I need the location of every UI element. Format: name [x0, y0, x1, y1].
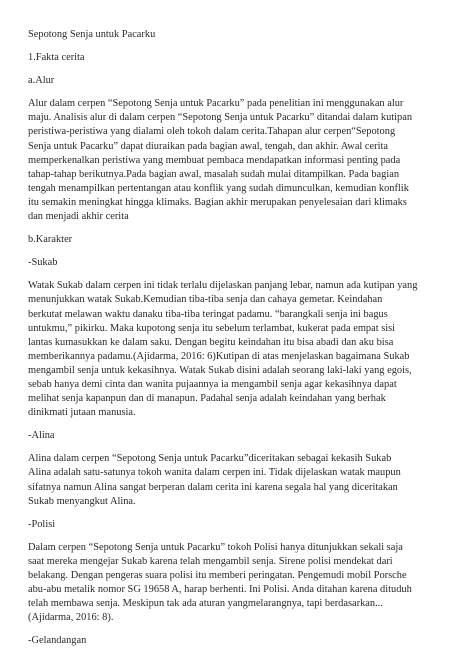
paragraph-polisi: Dalam cerpen “Sepotong Senja untuk Pacarku” tokoh Polisi hanya ditunjukkan sekali saja saat mereka mengejar Sukab karena telah mengambil senja. Sirene polisi mendekat dari belakang. Dengan pengeras suara polisi itu memberi peringatan. Pengemudi mobil Porsche abu-abu metalik nomor SG 19658 A, harap berhenti. Ini Polisi. Anda ditahan karena dituduh telah membawa senja. Meskipun tak ada aturan yangmelarangnya, tapi berdasarkan... (Ajidarma, 2016: 8). — [28, 541, 412, 624]
subheading-karakter: b.Karakter — [28, 234, 73, 246]
character-heading-alina: -Alina — [28, 430, 55, 442]
document-title: Sepotong Senja untuk Pacarku — [28, 29, 156, 40]
character-heading-sukab: -Sukab — [28, 257, 58, 269]
character-heading-polisi: -Polisi — [28, 518, 56, 530]
subheading-alur: a.Alur — [28, 75, 55, 87]
character-heading-gelandangan: -Gelandangan — [28, 635, 87, 647]
section-fakta-cerita: 1.Fakta cerita — [28, 52, 85, 64]
paragraph-alina: Alina dalam cerpen “Sepotong Senja untuk Pacarku”diceritakan sebagai kekasih Sukab Alina adalah satu-satunya tokoh wanita dalam cerpen ini. Tidak dijelaskan watak maupun sifatnya namun Alina sangat berperan dalam cerita ini karena segala hal yang diceritakan Sukab menyangkut Alina. — [28, 453, 401, 507]
paragraph-alur: Alur dalam cerpen “Sepotong Senja untuk Pacarku” pada penelitian ini menggunakan alur maju. Analisis alur di dalam cerpen “Sepotong Senja untuk Pacarku” ditandai dalam kutipan peristiwa-peristiwa yang dialami oleh tokoh dalam cerita.Tahapan alur cerpen“Sepotong Senja untuk Pacarku” dapat diuraikan pada bagian awal, tengah, dan akhir. Awal cerita memperkenalkan peristiwa yang membuat pembaca mendapatkan informasi penting pada tahap-tahap berikutnya.Pada bagian awal, masalah sudah mulai ditampilkan. Pada bagian tengah menampilkan pertentangan atau konflik yang sudah dimunculkan, kemudian konflik itu semakin meningkat hingga klimaks. Bagian akhir merupakan penyelesaian dari klimaks dan menjadi akhir cerita — [28, 98, 413, 223]
paragraph-sukab: Watak Sukab dalam cerpen ini tidak terlalu dijelaskan panjang lebar, namun ada kutipan yang menunjukkan watak Sukab.Kemudian tiba-tiba senja dan cahaya gemetar. Keindahan berkutat melawan waktu danaku tiba-tiba teringat padamu. “barangkali senja ini bagus untukmu,” pikirku. Maka kupotong senja itu sebelum terlambat, kukerat pada empat sisi lantas kumasukkan ke dalam saku. Dengan begitu keindahan itu bisa abadi dan aku bisa memberikannya padamu.(Ajidarma, 2016: 6)Kutipan di atas menjelaskan bagaimana Sukab mengambil senja untuk kekasihnya. Watak Sukab disini adalah seorang laki-laki yang egois, sebab hanya demi cinta dan wanita pujaannya ia mengambil senja agar kekasihnya dapat melihat senja kapanpun dan di manapun. Padahal senja adalah keindahan yang berhak dinikmati jutaan manusia. — [28, 280, 418, 419]
